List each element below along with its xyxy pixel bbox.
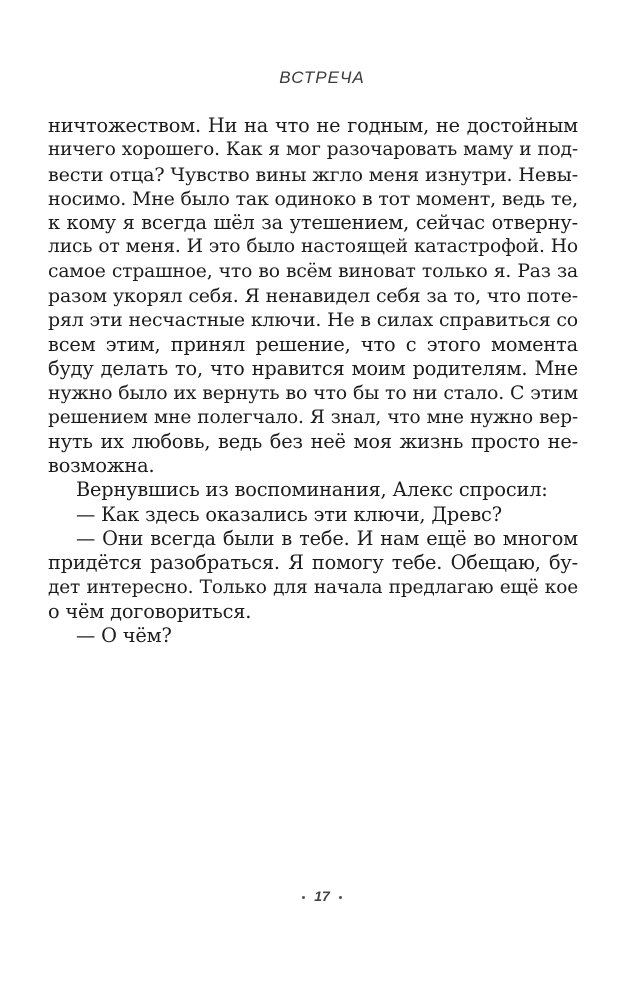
text-line: дет интересно. Только для начала предлагаю ещё кое (48, 576, 578, 598)
text-line: всем этим, принял решение, что с этого момента (48, 332, 578, 356)
page-number (0, 888, 644, 904)
text-line: придётся разобраться. Я помогу тебе. Обещаю, бу- (48, 551, 578, 575)
text-line: разом укорял себя. Я ненавидел себя за то, что поте- (48, 285, 578, 308)
text-line: Вернувшись из воспоминания, Алекс спросил: (76, 478, 548, 502)
text-line: нуть их любовь, ведь без неё моя жизнь просто не- (48, 429, 578, 453)
text-line: возможна. (48, 454, 155, 478)
text-line: ничего хорошего. Как я мог разочаровать маму и под- (48, 139, 578, 161)
text-line: — О чём? (76, 624, 172, 648)
text-line: буду делать то, что нравится моим родителям. Мне (48, 356, 578, 380)
text-line: к кому я всегда шёл за утешением, сейчас отверну- (48, 211, 578, 235)
text-line: вести отца? Чувство вины жгло меня изнутри. Невы- (48, 162, 578, 186)
text-line: рял эти несчастные ключи. Не в силах справиться со (48, 309, 578, 332)
text-line: нужно было их вернуть во что бы то ни стало. С этим (48, 382, 578, 405)
running-head: ВСТРЕЧА (279, 68, 365, 87)
text-line: — Как здесь оказались эти ключи, Древс? (76, 502, 502, 526)
text-line: лись от меня. И это было настоящей катастрофой. Но (48, 236, 578, 258)
text-line: ничтожеством. Ни на что не годным, не достойным (48, 114, 578, 137)
text-line: о чём договориться. (48, 599, 252, 623)
folio-dot-right (339, 896, 342, 899)
text-line: решением мне полегчало. Я знал, что мне нужно вер- (48, 406, 578, 428)
folio-dot-left (302, 896, 305, 899)
page-number-value: 17 (314, 888, 330, 904)
text-line: носимо. Мне было так одиноко в тот момент, ведь те, (48, 187, 579, 210)
text-line: — Они всегда были в тебе. И нам ещё во многом (76, 527, 578, 551)
text-line: самое страшное, что во всём виноват только я. Раз за (48, 260, 578, 282)
body-text (48, 114, 578, 649)
